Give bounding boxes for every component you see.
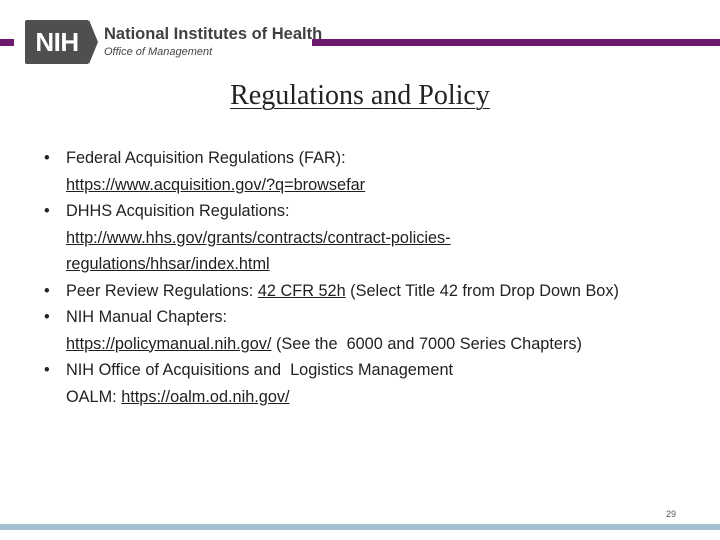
bullet-prefix: OALM: (66, 387, 122, 406)
bullet-dhhs (44, 198, 704, 278)
bullet-list (44, 145, 704, 410)
bullet-text: • NIH Office of Acquisitions and Logistics Management (66, 361, 454, 379)
bullet-text: • Federal Acquisition Regulations (FAR): (66, 149, 346, 167)
bullet-peer-review (44, 278, 704, 305)
page-title (0, 80, 720, 112)
office-name: Office of Management (104, 45, 213, 58)
policy-manual-link[interactable]: https://policymanual.nih.gov/ (66, 334, 272, 353)
bullet-note: (Select Title 42 from Drop Down Box) (345, 281, 619, 300)
page-title-text: Regulations and Policy (230, 80, 490, 111)
org-name: National Institutes of Health (104, 25, 323, 44)
bullet-text: • NIH Manual Chapters: (66, 308, 228, 326)
page-number: 29 (665, 509, 676, 519)
header-rule-left (0, 39, 14, 46)
hhsar-link-part2[interactable]: regulations/hhsar/index.html (66, 255, 270, 273)
hhsar-link-part1[interactable]: http://www.hhs.gov/grants/contracts/contract-policies- (66, 228, 451, 247)
logo-arrow-shape (89, 20, 98, 64)
cfr-link[interactable]: 42 CFR 52h (257, 281, 346, 300)
bullet-text: • DHHS Acquisition Regulations: (66, 202, 290, 220)
header-rule-right (312, 39, 720, 46)
bullet-note: (See the 6000 and 7000 Series Chapters) (271, 334, 582, 353)
bullet-far (44, 145, 704, 198)
bullet-text: Peer Review Regulations: (66, 281, 258, 300)
nih-logo-mark: NIH (25, 20, 89, 64)
oalm-link[interactable]: https://oalm.od.nih.gov/ (121, 387, 290, 406)
far-link[interactable]: https://www.acquisition.gov/?q=browsefar (66, 175, 366, 194)
logo-wordmark (104, 26, 322, 58)
nih-logo[interactable] (25, 20, 322, 64)
bullet-oalm (44, 357, 704, 410)
footer-bar (0, 524, 720, 530)
bullet-manual (44, 304, 704, 357)
